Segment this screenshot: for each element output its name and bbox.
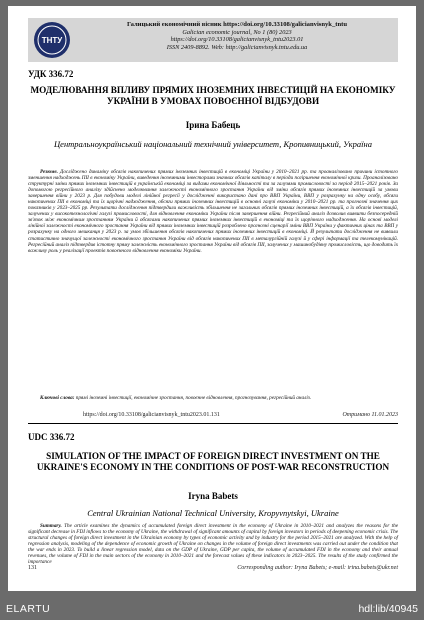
- abstract-ua-lead: Резюме.: [40, 169, 58, 175]
- abstract-ua: [28, 169, 398, 254]
- abstract-en: [28, 523, 398, 565]
- abstract-en-lead: Summary.: [40, 523, 62, 529]
- section-divider: [28, 423, 398, 424]
- udc-ua: УДК 336.72: [28, 69, 74, 79]
- title-ua: МОДЕЛЮВАННЯ ВПЛИВУ ПРЯМИХ ІНОЗЕМНИХ ІНВЕСТИЦІЙ НА ЕКОНОМІКУ УКРАЇНИ В УМОВАХ ПОВОЄННОЇ ВІДБУДОВИ: [30, 85, 396, 106]
- journal-info: [80, 21, 394, 51]
- page-number: 131: [28, 565, 37, 571]
- abstract-en-text: The article examines the dynamics of accumulated foreign direct investment in the economy of Ukraine in 2010–2021 and analyzes the reasons for the significant decrease in FDI inflows to the economy of Ukraine, the withdrawal of significant amounts of capital by foreign investors in periods of deepening economic crisis. The structural changes of foreign direct investment in the Ukrainian economy by types of economic activity and by industry for the period 2015–2021 are analyzed. With the help of regression analysis, modeling of the dependence of economic growth of Ukraine on changes in the volume of foreign direct investments was carried out under the condition that the war ends in 2023. To build a linear regression model, data on the GDP of Ukraine, GDP per capita, the volume of accumulated FDI in the economy and their annual revenues, the volume of FDI in the main sectors of the economy in 2010–2021 and the forecast values of these indicators in 2023–2025. The results of the study confirmed the importance: [28, 523, 398, 566]
- title-en: SIMULATION OF THE IMPACT OF FOREIGN DIRECT INVESTMENT ON THE UKRAINE'S ECONOMY IN THE CONDITIONS OF POST-WAR RECONSTRUCTION: [36, 451, 390, 472]
- keywords-ua-lead: Ключові слова:: [40, 395, 75, 401]
- article-doi-link[interactable]: https://doi.org/10.33108/galicianvisnyk_tntu2023.01.131: [83, 412, 220, 418]
- abstract-ua-text: Досліджено динаміку обсягів накопичених прямих іноземних інвестицій в економіці України у 2010–2021 рр. та проаналізовано причини істотного зменшення надходжень ПІІ в економіку України, виведення іноземними інвесторами значних обсягів капіталу в періоди погіршення економічної кризи. Проаналізовано структурні зміни прямих іноземних інвестицій в українській економіці за видами економічної діяльності та за галузями промисловості за період 2015–2021 років. За допомогою регресійного аналізу здійснено моделювання залежності економічного зростання України від зміни обсягів прямих іноземних інвестицій за умови завершення війни у 2023 р. Для побудови моделі лінійної регресії у дослідженні використано дані про ВВП України, ВВП у розрахунку на одну особу, обсяги накопичених ПІІ в економіці та їх щорічні надходження, обсяги прямих іноземних інвестицій в основні галузі економіки у 2010–2021 рр. та прогнозні значення цих показників у 2023–2025 рр. Результати дослідження підтвердили важливість збільшення не загальних обсягів прямих іноземних інвестицій, а їх обсягів інвестицій, залучених у високотехнологічні галузі промисловості, для відновлення економіки України після завершення війни. Регресійний аналіз дозволив виявити безпосередній зв'язок між економічним зростанням України й обсягами накопичених прямих іноземних інвестицій в економіці та їх щорічного надходження. На основі моделі лінійної залежності економічного зростання України від прямих іноземних інвестицій розроблено прогнозні сценарії зміни ВВП України у фактичних цінах та ВВП у розрахунку на одного мешканця у 2023 р. за умов збільшення обсягів накопичених прямих іноземних інвестицій в економіці. Й результати дослідження не виявили статистично значущої залежності економічного зростання України від обсягів накопичених ПІІ в металургійній галузі й у сфері інформації та телекомунікацій. Регресійний аналіз підтвердив істотну пряму залежність економічного зростання України від обсягів ПІІ, залучених у машинобудівну промисловість, що доводить їх важливу роль у реалізації проектів повоєнного відновлення економіки України.: [28, 169, 398, 254]
- repository-name: ELARTU: [6, 603, 51, 615]
- received-date: Отримано 11.01.2023: [342, 412, 398, 418]
- journal-doi[interactable]: https://doi.org/10.33108/galicianvisnyk_tntu2023.01: [170, 36, 304, 44]
- svg-text:ТНТУ: ТНТУ: [41, 36, 63, 45]
- journal-title: Галицький економічний вісник https://doi.org/10.33108/galicianvisnyk_tntu: [127, 21, 347, 28]
- udc-en: UDC 336.72: [28, 432, 75, 442]
- journal-issn: ISSN 2409-8892. Web: http://galicianvisnyk.tntu.edu.ua: [166, 43, 308, 51]
- keywords-ua-text: прямі іноземні інвестиції, економічне зростання, повоєнне відновлення, прогнозування, регресійний аналіз.: [75, 395, 312, 401]
- corresponding-author: Corresponding author: Iryna Babets; e-mail: irina.babets@ukr.net: [237, 565, 398, 571]
- author-ua: Ірина Бабець: [185, 120, 241, 130]
- author-en: Iryna Babets: [188, 491, 238, 501]
- journal-title-en: Galician economic journal, No 1 (80) 2023: [182, 28, 292, 36]
- viewer-bottom-bar: [0, 600, 424, 620]
- journal-header: [28, 18, 398, 62]
- article-page: [8, 6, 416, 591]
- affiliation-ua: Центральноукраїнський національний технічний університет, Кропивницький, Україна: [54, 139, 372, 149]
- affiliation-en: Central Ukrainian National Technical University, Kropyvnytskyi, Ukraine: [87, 508, 339, 518]
- keywords-ua: [28, 395, 398, 401]
- handle-id: hdl:lib/40945: [358, 603, 418, 615]
- university-logo-icon: [32, 20, 72, 60]
